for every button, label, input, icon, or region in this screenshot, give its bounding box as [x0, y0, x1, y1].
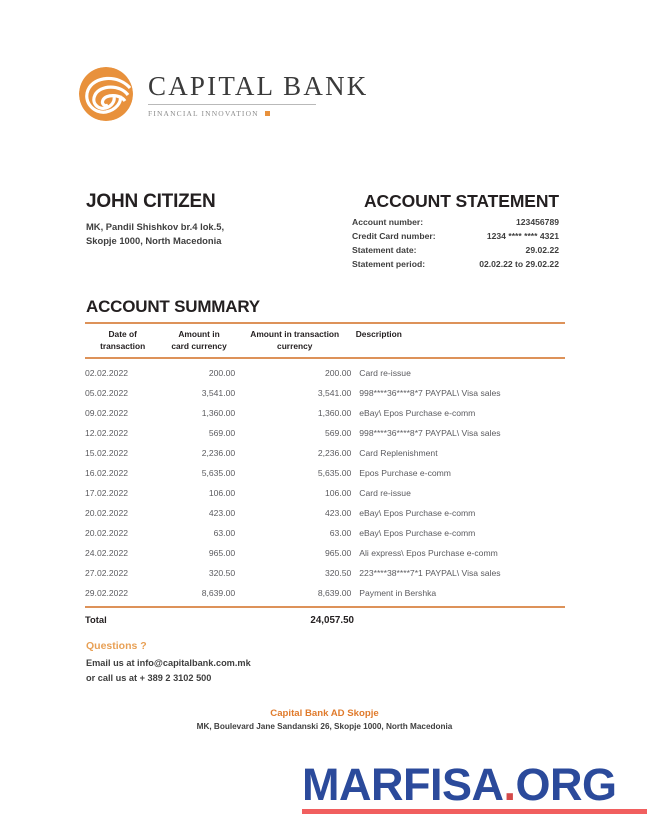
table-row [85, 543, 565, 563]
statement-field-statement-period [352, 258, 559, 272]
cell-description: Card Replenishment [359, 447, 438, 458]
cell-date: 20.02.2022 [85, 507, 129, 518]
customer-address-line-2: Skopje 1000, North Macedonia [86, 235, 222, 247]
cell-trans-amount: 569.00 [324, 427, 352, 438]
brand-tagline: FINANCIAL INNOVATION [148, 108, 259, 118]
table-row [85, 423, 565, 443]
total-value: 24,057.50 [310, 614, 354, 626]
table-row [85, 383, 565, 403]
table-row [85, 403, 565, 423]
column-header-line-1: Description [355, 329, 402, 339]
cell-card-amount: 8,639.00 [201, 587, 236, 598]
cell-trans-amount: 3,541.00 [317, 387, 352, 398]
table-row [85, 443, 565, 463]
column-header-line-1: Amount in transaction [250, 329, 340, 339]
watermark-text [302, 759, 647, 810]
column-header-line-2: card currency [171, 341, 227, 352]
cell-description: eBay\ Epos Purchase e-comm [359, 507, 476, 518]
cell-trans-amount: 8,639.00 [317, 587, 352, 598]
column-header-line-2: transaction [100, 341, 146, 352]
field-label: Statement date: [352, 245, 417, 256]
column-header-transaction-currency [238, 328, 352, 352]
cell-date: 29.02.2022 [85, 587, 129, 598]
column-header-line-1: Amount in [178, 329, 220, 339]
column-header-card-currency [160, 328, 237, 352]
field-value: 123456789 [515, 217, 559, 228]
column-header-date [85, 328, 160, 352]
account-summary-title: ACCOUNT SUMMARY [86, 297, 260, 316]
cell-date: 20.02.2022 [85, 527, 129, 538]
tagline-square-icon [265, 111, 270, 116]
cell-description: Epos Purchase e-comm [359, 467, 451, 478]
field-value: 29.02.22 [525, 245, 559, 256]
questions-phone-line: or call us at + 389 2 3102 500 [86, 672, 212, 683]
cell-description: Card re-issue [359, 367, 411, 378]
table-total-row [85, 608, 565, 626]
bank-footer [0, 708, 649, 731]
cell-date: 05.02.2022 [85, 387, 129, 398]
table-row [85, 563, 565, 583]
brand-name: CAPITAL BANK [148, 70, 369, 101]
cell-date: 16.02.2022 [85, 467, 129, 478]
column-header-description [352, 328, 565, 352]
cell-card-amount: 2,236.00 [201, 447, 236, 458]
bank-legal-name: Capital Bank AD Skopje [270, 708, 379, 719]
customer-address-line-1: MK, Pandil Shishkov br.4 lok.5, [86, 220, 225, 232]
cell-trans-amount: 1,360.00 [317, 407, 352, 418]
cell-card-amount: 106.00 [208, 487, 236, 498]
field-label: Account number: [352, 217, 424, 228]
cell-description: Payment in Bershka [359, 587, 437, 598]
cell-description: 223****38****7*1 PAYPAL\ Visa sales [359, 567, 501, 578]
cell-date: 09.02.2022 [85, 407, 129, 418]
cell-description: 998****36****8*7 PAYPAL\ Visa sales [359, 427, 501, 438]
field-label: Statement period: [352, 259, 426, 270]
cell-trans-amount: 106.00 [324, 487, 352, 498]
cell-date: 15.02.2022 [85, 447, 129, 458]
cell-card-amount: 1,360.00 [201, 407, 236, 418]
customer-name: JOHN CITIZEN [86, 191, 216, 212]
total-label: Total [85, 613, 107, 625]
cell-card-amount: 5,635.00 [201, 467, 236, 478]
brand-divider [148, 104, 316, 105]
cell-trans-amount: 320.50 [324, 567, 352, 578]
cell-date: 27.02.2022 [85, 567, 129, 578]
cell-card-amount: 569.00 [208, 427, 236, 438]
table-row [85, 503, 565, 523]
statement-title: ACCOUNT STATEMENT [364, 191, 559, 211]
cell-description: Card re-issue [359, 487, 411, 498]
cell-trans-amount: 5,635.00 [317, 467, 352, 478]
cell-date: 17.02.2022 [85, 487, 129, 498]
watermark [302, 759, 647, 814]
table-row [85, 363, 565, 383]
cell-card-amount: 63.00 [213, 527, 236, 538]
table-header-row [85, 324, 565, 357]
cell-trans-amount: 2,236.00 [317, 447, 352, 458]
bank-wordmark [148, 71, 369, 118]
questions-email-line: Email us at info@capitalbank.com.mk [86, 658, 251, 668]
table-row [85, 463, 565, 483]
cell-description: Ali express\ Epos Purchase e-comm [359, 547, 498, 558]
cell-description: 998****36****8*7 PAYPAL\ Visa sales [359, 387, 501, 398]
cell-card-amount: 423.00 [208, 507, 236, 518]
capital-bank-spiral-logo-icon [78, 66, 134, 122]
cell-date: 24.02.2022 [85, 547, 129, 558]
statement-field-statement-date [352, 244, 559, 258]
watermark-part-org: ORG [515, 759, 617, 810]
cell-date: 12.02.2022 [85, 427, 129, 438]
column-header-line-2: currency [277, 341, 313, 352]
table-row [85, 483, 565, 503]
cell-date: 02.02.2022 [85, 367, 129, 378]
statement-meta-block [352, 192, 559, 272]
cell-card-amount: 3,541.00 [201, 387, 236, 398]
transactions-body [85, 359, 565, 603]
bank-logo-block [78, 66, 369, 122]
cell-trans-amount: 965.00 [324, 547, 352, 558]
table-row [85, 523, 565, 543]
cell-trans-amount: 63.00 [329, 527, 352, 538]
cell-card-amount: 200.00 [208, 367, 236, 378]
transactions-table [85, 322, 565, 626]
field-label: Credit Card number: [352, 231, 436, 242]
cell-description: eBay\ Epos Purchase e-comm [359, 527, 476, 538]
field-value: 02.02.22 to 29.02.22 [479, 259, 559, 270]
questions-block [86, 640, 251, 686]
cell-description: eBay\ Epos Purchase e-comm [359, 407, 476, 418]
field-value: 1234 **** **** 4321 [486, 231, 559, 242]
customer-block [86, 192, 346, 249]
cell-card-amount: 965.00 [208, 547, 236, 558]
statement-field-account-number [352, 216, 559, 230]
questions-title: Questions ? [86, 640, 147, 652]
watermark-part-dot: . [503, 759, 516, 810]
column-header-line-1: Date of [108, 329, 137, 339]
cell-trans-amount: 423.00 [324, 507, 352, 518]
cell-trans-amount: 200.00 [324, 367, 352, 378]
table-row [85, 583, 565, 603]
bank-legal-address: MK, Boulevard Jane Sandanski 26, Skopje 1000, North Macedonia [196, 722, 453, 731]
cell-card-amount: 320.50 [208, 567, 236, 578]
watermark-part-marfisa: MARFISA [302, 759, 504, 810]
statement-field-card-number [352, 230, 559, 244]
